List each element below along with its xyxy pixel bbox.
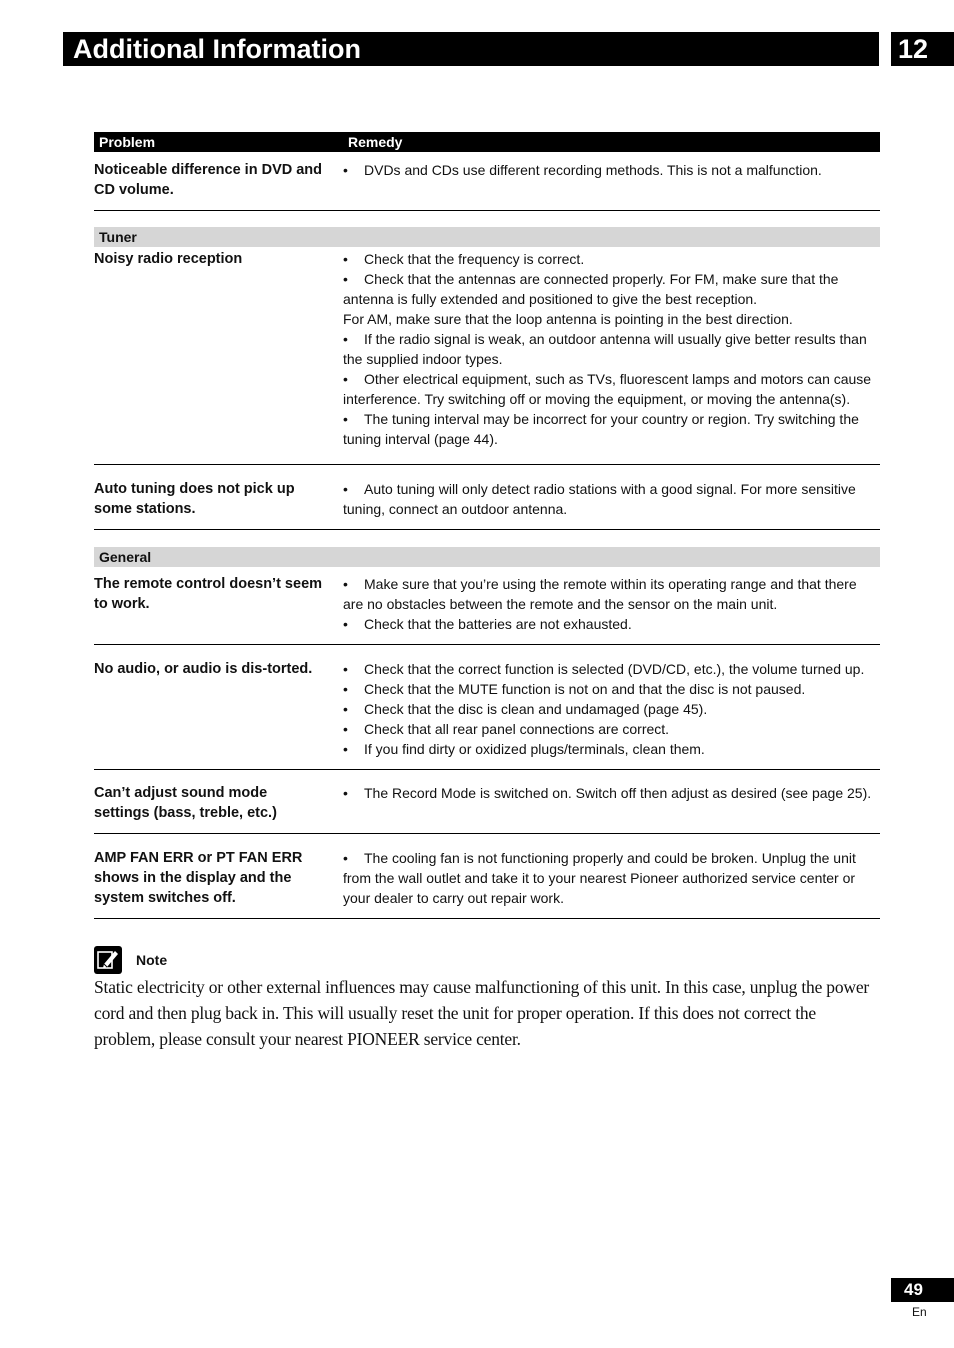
table-row bbox=[94, 247, 880, 465]
note-label: Note bbox=[136, 952, 168, 968]
problem-text: AMP FAN ERR or PT FAN ERR shows in the display and the system switches off. bbox=[94, 850, 303, 906]
section-header-general: General bbox=[94, 547, 880, 567]
column-problem-label: Problem bbox=[99, 134, 156, 150]
remedy-text: • Check that the correct function is selected (DVD/CD, etc.), the volume turned up. • Check that the MUTE function is not on and that the disc is not paused. • Check that the disc is clean and undamaged (page 45). • Check that all rear panel connections are correct. • If you find dirty or oxidized plugs/terminals, clean them. bbox=[343, 661, 865, 757]
problem-text: Noticeable difference in DVD and CD volume. bbox=[94, 162, 323, 198]
remedy-text: • The Record Mode is switched on. Switch off then adjust as desired (see page 25). bbox=[343, 785, 872, 801]
table-row bbox=[94, 834, 880, 919]
note-pencil-icon bbox=[94, 946, 122, 974]
problem-text: Can’t adjust sound mode settings (bass, treble, etc.) bbox=[94, 785, 277, 821]
problem-text: The remote control doesn’t seem to work. bbox=[94, 576, 323, 612]
chapter-title: Additional Information bbox=[73, 34, 361, 64]
remedy-text: • Auto tuning will only detect radio stations with a good signal. For more sensitive tuning, connect an outdoor antenna. bbox=[343, 481, 856, 517]
table-row bbox=[94, 645, 880, 770]
table-row bbox=[94, 465, 880, 530]
remedy-text: • DVDs and CDs use different recording methods. This is not a malfunction. bbox=[343, 162, 822, 178]
column-remedy-label: Remedy bbox=[348, 134, 403, 150]
remedy-text: • Make sure that you’re using the remote within its operating range and that there are no obstacles between the remote and the sensor on the main unit. • Check that the batteries are not exhausted. bbox=[343, 576, 857, 632]
problem-text: Auto tuning does not pick up some stations. bbox=[94, 481, 295, 517]
note-text: Static electricity or other external influences may cause malfunctioning of this unit. In this case, unplug the power cord and then plug back in. This will usually reset the unit for proper operation. If this does not correct the problem, please consult your nearest PIONEER service center. bbox=[94, 977, 870, 1049]
troubleshooting-table bbox=[94, 132, 880, 919]
table-row bbox=[94, 567, 880, 645]
chapter-number: 12 bbox=[891, 32, 954, 66]
remedy-text: • The cooling fan is not functioning properly and could be broken. Unplug the unit from the wall outlet and take it to your nearest Pioneer authorized service center or your dealer to carry out repair work. bbox=[343, 850, 856, 906]
table-row bbox=[94, 770, 880, 834]
remedy-text: • Check that the frequency is correct. • Check that the antennas are connected properly. For FM, make sure that the antenna is fully extended and positioned to give the best reception. For AM, make sure that the loop antenna is pointing in the best direction. • If the radio signal is weak, an outdoor antenna will usually give better results than the supplied indoor types. • Other electrical equipment, such as TVs, fluorescent lamps and motors can cause interference. Try switching off or moving the equipment, or moving the antenna(s). • The tuning interval may be incorrect for your country or region. Try switching the tuning interval (page 44). bbox=[343, 251, 872, 447]
table-row bbox=[94, 152, 880, 211]
chapter-header-bar bbox=[63, 32, 879, 66]
section-header-tuner: Tuner bbox=[94, 227, 880, 247]
problem-text: Noisy radio reception bbox=[94, 251, 243, 267]
problem-text: No audio, or audio is dis-torted. bbox=[94, 661, 313, 677]
page-number: 49 bbox=[891, 1278, 954, 1302]
page-language: En bbox=[912, 1305, 927, 1319]
table-column-header bbox=[94, 132, 880, 152]
